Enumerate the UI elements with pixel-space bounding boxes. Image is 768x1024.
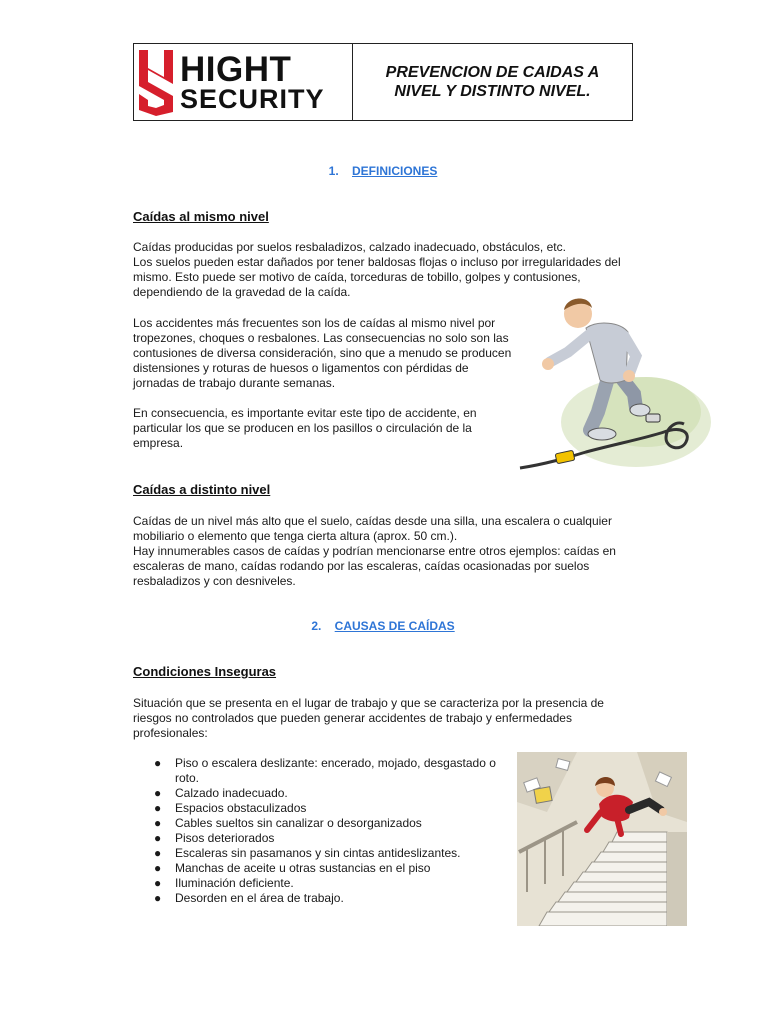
text-line: jornadas de trabajo durante semanas. [133,376,336,390]
text-line: mismo. Esto puede ser motivo de caída, torceduras de tobillo, golpes y contusiones, [133,270,581,284]
bullet-icon: ● [154,816,162,830]
section-number: 2. [311,619,322,633]
list-item [154,756,504,786]
list-item-text: Manchas de aceite u otras sustancias en el piso [175,861,431,875]
list-item [154,876,504,891]
subheading-mismo-nivel: Caídas al mismo nivel [133,209,269,224]
text-line: riesgos no controlados que pueden generar accidentes de trabajo y enfermedades [133,711,572,725]
section-heading-definiciones [133,164,633,178]
subheading-condiciones-inseguras: Condiciones Inseguras [133,664,277,679]
list-item [154,831,504,846]
trip-over-cable-illustration [516,292,716,474]
text-line: profesionales: [133,726,208,740]
text-line: Caídas de un nivel más alto que el suelo, caídas desde una silla, una escalera o cualquier [133,514,612,528]
text-line: En consecuencia, es importante evitar este tipo de accidente, en [133,406,477,420]
paragraph-mismo-nivel-a [133,240,623,300]
section-title-link[interactable]: DEFINICIONES [352,164,438,178]
logo-wordmark-bottom: SECURITY [180,84,325,114]
stairs-fall-illustration [517,752,687,926]
bullet-icon: ● [154,786,162,800]
list-item [154,861,504,876]
list-item-text: Piso o escalera deslizante: encerado, mojado, desgastado o roto. [175,756,496,785]
paragraph-condiciones [133,696,623,741]
bullet-icon: ● [154,861,162,875]
text-line: tropezones, choques o resbalones. Las consecuencias no solo son las [133,331,509,345]
list-item-text: Cables sueltos sin canalizar o desorganizados [175,816,422,830]
document-header [133,43,633,121]
text-line: Caídas producidas por suelos resbaladizos, calzado inadecuado, obstáculos, etc. [133,240,566,254]
text-line: distensiones y roturas de huesos o ligamentos con pérdidas de [133,361,469,375]
list-item [154,786,504,801]
list-item [154,891,504,906]
text-line: contusiones de diversa consideración, sino que a menudo se producen [133,346,512,360]
list-item-text: Desorden en el área de trabajo. [175,891,344,905]
section-heading-causas [133,619,633,633]
text-line: resbaladizos y con desniveles. [133,574,296,588]
shield-s-icon [136,46,176,118]
list-item-text: Escaleras sin pasamanos y sin cintas antideslizantes. [175,846,461,860]
text-line: escaleras de mano, caídas rodando por las escaleras, caídas ocasionadas por suelos [133,559,590,573]
list-item [154,846,504,861]
list-item-text: Pisos deteriorados [175,831,275,845]
bullet-icon: ● [154,891,162,905]
text-line: particular los que se producen en los pasillos o circulación de la [133,421,472,435]
paragraph-mismo-nivel-c [133,406,513,451]
list-item [154,816,504,831]
subheading-distinto-nivel: Caídas a distinto nivel [133,482,271,497]
company-logo [136,46,348,118]
text-line: empresa. [133,436,184,450]
section-number: 1. [328,164,339,178]
text-line: mobiliario o elemento que tenga cierta altura (aprox. 50 cm.). [133,529,458,543]
bullet-icon: ● [154,846,162,860]
logo-wordmark-top: HIGHT [180,50,292,89]
list-item-text: Calzado inadecuado. [175,786,288,800]
text-line: Los accidentes más frecuentes son los de caídas al mismo nivel por [133,316,496,330]
text-line: Los suelos pueden estar dañados por tener baldosas flojas o incluso por irregularidades del [133,255,621,269]
bullet-icon: ● [154,876,162,890]
bullet-icon: ● [154,831,162,845]
section-title-link[interactable]: CAUSAS DE CAÍDAS [334,619,455,633]
text-line: Situación que se presenta en el lugar de trabajo y que se caracteriza por la presencia de [133,696,604,710]
document-title: PREVENCION DE CAIDAS A NIVEL Y DISTINTO NIVEL. [385,64,600,100]
paragraph-mismo-nivel-b [133,316,513,391]
bullet-icon: ● [154,756,162,770]
unsafe-conditions-list [154,756,504,906]
bullet-icon: ● [154,801,162,815]
list-item-text: Iluminación deficiente. [175,876,294,890]
text-line: Hay innumerables casos de caídas y podrían mencionarse entre otros ejemplos: caídas en [133,544,616,558]
text-line: dependiendo de la gravedad de la caída. [133,285,351,299]
paragraph-distinto-nivel [133,514,623,589]
list-item-text: Espacios obstaculizados [175,801,307,815]
list-item [154,801,504,816]
